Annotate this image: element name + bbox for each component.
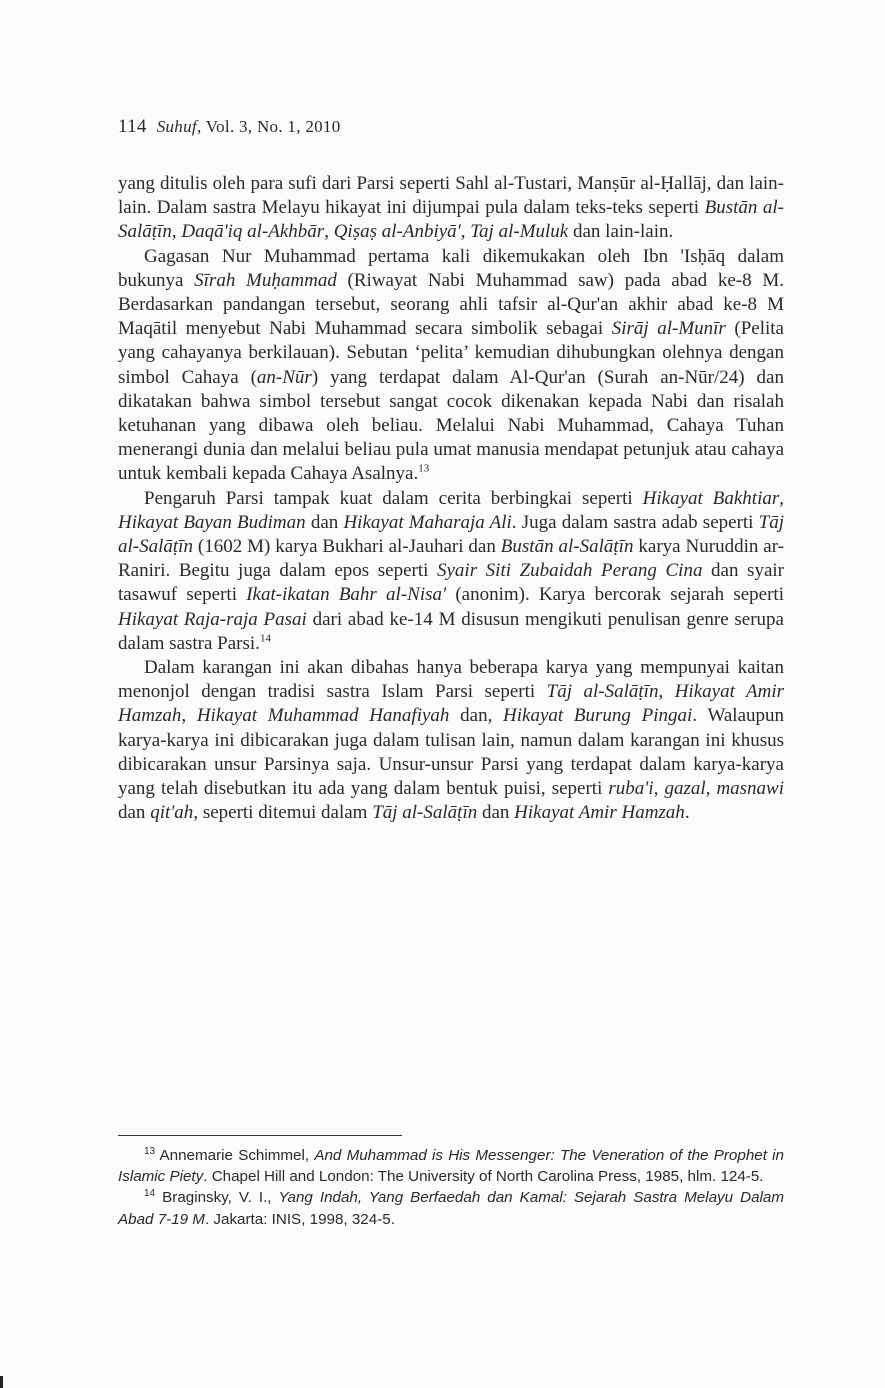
- italic-term: masnawi: [716, 778, 785, 800]
- text-run: . Jakarta: INIS, 1998, 324-5.: [204, 1210, 395, 1228]
- text-run: dan: [118, 802, 151, 824]
- italic-title: Sīrah Muḥammad: [194, 269, 337, 291]
- text-run: Braginsky, V. I.,: [155, 1189, 279, 1207]
- text-run: dan syair tasawuf seperti: [118, 560, 784, 606]
- running-header: [118, 116, 341, 138]
- italic-title: Sirāj al-Munīr: [611, 318, 726, 340]
- text-run: dan,: [449, 705, 504, 727]
- italic-title: Hikayat Maharaja Ali: [343, 511, 512, 533]
- text-run: . Walaupun karya-karya ini dibicarakan juga dalam tulisan lain, namun dalam karangan ini khusus dibicarakan unsur Parsinya saja. Unsur-unsur Parsi yang terdapat dalam karya-karya yang telah disebutkan itu ada yang dalam bentuk puisi, seperti: [118, 705, 785, 800]
- text-run: ,: [653, 778, 665, 800]
- paragraph-3: [118, 487, 784, 656]
- italic-title: Hikayat Bakhtiar: [642, 487, 780, 509]
- text-run: .: [684, 802, 690, 824]
- text-run: . Juga dalam sastra adab seperti: [511, 511, 759, 533]
- footnote-number: 13: [144, 1145, 156, 1157]
- text-run: (1602 M) karya Bukhari al-Jauhari dan: [192, 536, 501, 558]
- italic-title: Bustān al-Salāṭīn: [118, 197, 784, 243]
- italic-title: Hikayat Amir Hamzah: [118, 681, 784, 727]
- text-run: yang ditulis oleh para sufi dari Parsi seperti Sahl al-Tustari, Manṣūr al-Ḥallāj, dan lain-lain. Dalam sastra Melayu hikayat ini dijumpai pula dalam teks-teks seperti: [118, 173, 784, 219]
- text-run: Annemarie Schimmel,: [155, 1147, 315, 1164]
- italic-title: And Muhammad is His Messenger: The Veneration of the Prophet in Islamic Piety: [118, 1147, 784, 1186]
- volume-info: , Vol. 3, No. 1, 2010: [196, 117, 341, 136]
- text-run: (anonim). Karya bercorak sejarah seperti: [446, 584, 784, 606]
- footnote-divider: [118, 1135, 402, 1136]
- scan-edge-mark: [0, 1376, 3, 1388]
- text-run: dari abad ke-14 M disusun mengikuti penulisan genre serupa dalam sastra Parsi.: [118, 608, 784, 654]
- paragraph-2: [118, 245, 784, 487]
- text-run: ,: [779, 487, 784, 509]
- text-run: karya Nuruddin ar-Raniri. Begitu juga dalam epos seperti: [118, 536, 784, 582]
- text-run: ,: [658, 681, 675, 703]
- italic-title: Hikayat Muhammad Hanafiyah: [196, 705, 450, 727]
- footnotes: [118, 1145, 784, 1230]
- text-run: Pengaruh Parsi tampak kuat dalam cerita berbingkai seperti: [144, 487, 643, 509]
- text-run: (Riwayat Nabi Muhammad saw) pada abad ke-8 M. Berdasarkan pandangan tersebut, seorang ahli tafsir al-Qur'an akhir abad ke-8 M Maqātil menyebut Nabi Muhammad secara simbolik sebagai: [118, 269, 784, 340]
- text-run: Dalam karangan ini akan dibahas hanya beberapa karya yang mempunyai kaitan menonjol dengan tradisi sastra Islam Parsi seperti: [118, 657, 784, 703]
- italic-title: Syair Siti Zubaidah Perang Cina: [436, 560, 703, 582]
- text-run: (Pelita yang cahayanya berkilauan). Sebutan ‘pelita’ kemudian dihubungkan olehnya dengan simbol Cahaya (: [118, 318, 784, 388]
- italic-title: an-Nūr: [256, 366, 312, 388]
- main-text: [118, 172, 784, 825]
- text-run: ,: [171, 221, 182, 243]
- footnote-ref-14[interactable]: 14: [259, 632, 271, 645]
- text-run: dan: [477, 802, 515, 824]
- journal-title: Suhuf: [156, 117, 197, 136]
- italic-title: Tāj al-Salāṭīn: [118, 511, 784, 558]
- italic-term: ruba'i: [608, 778, 654, 800]
- footnote-13: [118, 1145, 784, 1187]
- text-run: ,: [460, 221, 471, 243]
- text-run: ,: [705, 778, 717, 800]
- text-run: ,: [324, 221, 334, 243]
- text-run: Gagasan Nur Muhammad pertama kali dikemukakan oleh Ibn 'Isḥāq dalam bukunya: [118, 245, 784, 291]
- text-run: dan: [305, 511, 344, 533]
- italic-title: Hikayat Burung Pingai: [503, 705, 693, 727]
- italic-title: Qiṣaṣ al-Anbiyā': [333, 221, 461, 243]
- italic-title: Hikayat Bayan Budiman: [118, 511, 306, 533]
- italic-term: gazal: [664, 778, 706, 800]
- footnote-ref-13[interactable]: 13: [418, 463, 430, 476]
- footnote-14: [118, 1187, 784, 1229]
- italic-title: Tāj al-Salāṭīn: [372, 802, 478, 824]
- italic-title: Daqā'iq al-Akhbār: [181, 221, 325, 243]
- italic-title: Hikayat Raja-raja Pasai: [118, 608, 307, 630]
- italic-title: Hikayat Amir Hamzah: [514, 802, 685, 824]
- footnote-number: 14: [144, 1188, 156, 1200]
- page-number: 114: [118, 116, 147, 137]
- text-run: ,: [181, 705, 197, 727]
- italic-title: Taj al-Muluk: [470, 221, 569, 243]
- text-run: ) yang terdapat dalam Al-Qur'an (Surah an-Nūr/24) dan dikatakan bahwa simbol tersebut sangat cocok dikenakan kepada Nabi dan risalah ketuhanan yang dibawa oleh beliau. Melalui Nabi Muhammad, Cahaya Tuhan menerangi dunia dan melalui beliau pula umat manusia mendapat petunjuk atau cahaya untuk kembali kepada Cahaya Asalnya.: [118, 366, 784, 485]
- italic-term: qit'ah: [150, 802, 194, 824]
- italic-title: Tāj al-Salāṭīn: [546, 681, 659, 703]
- text-run: , seperti ditemui dalam: [193, 802, 373, 824]
- italic-title: Ikat-ikatan Bahr al-Nisa': [246, 584, 447, 606]
- paragraph-4: [118, 656, 784, 825]
- text-run: dan lain-lain.: [568, 221, 674, 243]
- paragraph-1: [118, 172, 784, 245]
- italic-title: Yang Indah, Yang Berfaedah dan Kamal: Sejarah Sastra Melayu Dalam Abad 7-19 M: [118, 1189, 784, 1228]
- text-run: . Chapel Hill and London: The University of North Carolina Press, 1985, hlm. 124-5.: [203, 1168, 764, 1186]
- italic-title: Bustān al-Salāṭīn: [500, 536, 634, 558]
